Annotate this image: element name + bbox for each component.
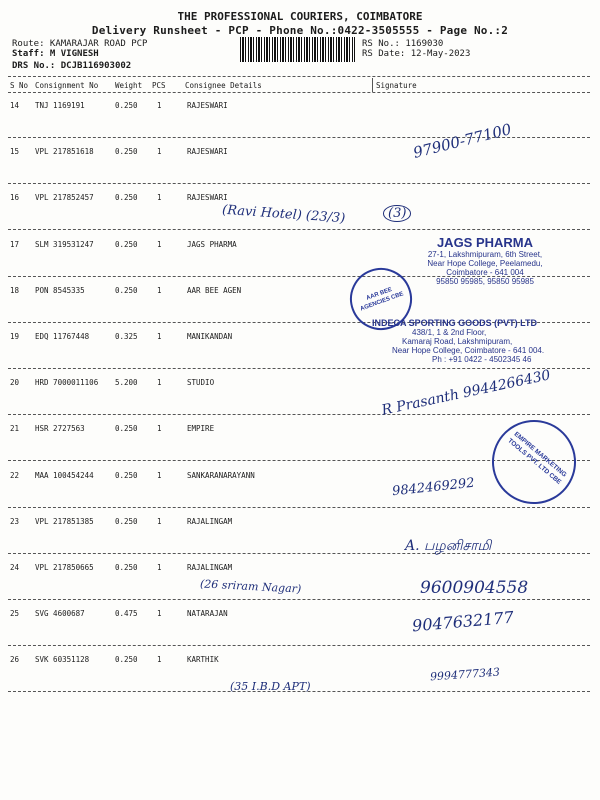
row-consignee: STUDIO (187, 378, 215, 388)
rs-date: RS Date: 12-May-2023 (362, 49, 471, 59)
handwritten-sign-20: R Prasanth 9944266430 (380, 367, 552, 419)
row-consignment: VPL 217851385 (35, 516, 94, 526)
row-weight: 0.250 (115, 655, 138, 665)
row-consignment: EDQ 11767448 (35, 332, 90, 341)
indeca-stamp (372, 318, 597, 364)
row-divider (8, 645, 590, 646)
row-weight: 0.250 (115, 147, 138, 157)
handwritten-phone-26: 9994777343 (429, 665, 501, 684)
row-pcs: 1 (157, 470, 162, 480)
row-weight: 0.250 (115, 239, 138, 249)
row-weight: 0.250 (115, 101, 138, 110)
row-pcs: 1 (157, 424, 162, 434)
staff-label: Staff: M VIGNESH (12, 49, 99, 59)
row-sno: 17 (10, 239, 20, 249)
indeca-stamp-phone: Ph : +91 0422 - 4502345 46 (432, 355, 532, 364)
handwritten-mark-16: (3) (383, 205, 411, 222)
row-consignee: EMPIRE (187, 424, 215, 434)
row-weight: 0.250 (115, 470, 138, 480)
row-consignee: JAGS PHARMA (187, 239, 237, 249)
row-sno: 21 (10, 424, 20, 434)
indeca-stamp-addr3: Near Hope College, Coimbatore - 641 004. (392, 346, 545, 355)
route-label: Route: KAMARAJAR ROAD PCP (12, 39, 148, 49)
handwritten-phone-15: 97900-77100 (411, 120, 514, 162)
row-consignee: RAJALINGAM (187, 516, 233, 526)
jags-stamp-phone: 95850 95985, 95850 95985 (436, 277, 534, 286)
handwritten-sign-23: A. பழனிசாமி (405, 538, 492, 554)
company-title: THE PROFESSIONAL COURIERS, COIMBATORE (177, 10, 423, 23)
row-sno: 26 (10, 655, 20, 665)
row-consignment: VPL 217850665 (35, 563, 94, 572)
row-sno: 20 (10, 378, 20, 388)
row-pcs: 1 (157, 332, 162, 341)
row-consignment: MAA 100454244 (35, 470, 94, 480)
row-weight: 0.325 (115, 332, 138, 341)
row-consignee: RAJALINGAM (187, 563, 233, 572)
row-sno: 23 (10, 516, 20, 526)
jags-stamp-addr1: 27-1, Lakshmipuram, 6th Street, (427, 250, 543, 259)
row-divider (8, 368, 590, 369)
row-consignee: MANIKANDAN (187, 332, 233, 341)
row-consignment: VPL 217852457 (35, 193, 94, 203)
col-consignee: Consignee Details (185, 81, 262, 90)
aarbee-seal-text: AAR BEE AGENCIES CBE (359, 287, 405, 313)
runsheet-subtitle: Delivery Runsheet - PCP - Phone No.:0422-3505555 - Page No.:2 (91, 24, 509, 37)
jags-stamp-addr3: Coimbatore - 641 004 (446, 268, 524, 277)
indeca-stamp-name: INDECA SPORTING GOODS (PVT) LTD (372, 318, 538, 328)
row-weight: 0.250 (115, 193, 138, 203)
row-consignee: SANKARANARAYANN (187, 470, 255, 480)
row-weight: 0.250 (115, 516, 138, 526)
row-pcs: 1 (157, 101, 162, 110)
empire-seal-text: EMPIRE MARKETING TOOLS PVT. LTD CBE (506, 430, 568, 486)
row-pcs: 1 (157, 378, 162, 388)
row-divider (8, 414, 590, 415)
row-consignee: NATARAJAN (187, 609, 228, 619)
handwritten-note-16: (Ravi Hotel) (23/3) (221, 202, 346, 227)
row-divider (8, 599, 590, 600)
row-pcs: 1 (157, 609, 162, 619)
handwritten-phone-22: 9842469292 (391, 475, 476, 500)
row-pcs: 1 (157, 147, 162, 157)
handwritten-phone-24: 9600904558 (420, 578, 529, 598)
row-weight: 5.200 (115, 378, 138, 388)
row-sno: 24 (10, 563, 20, 572)
row-consignee: RAJESWARI (187, 147, 228, 157)
col-pcs: PCS (152, 81, 166, 90)
row-pcs: 1 (157, 563, 162, 572)
row-consignment: VPL 217851618 (35, 147, 94, 157)
row-sno: 19 (10, 332, 20, 341)
row-pcs: 1 (157, 239, 162, 249)
jags-stamp-addr2: Near Hope College, Peelamedu, (427, 259, 543, 268)
row-consignment: PON 8545335 (35, 285, 85, 295)
row-consignment: SVG 4600687 (35, 609, 85, 619)
jags-pharma-stamp (395, 235, 575, 286)
row-sno: 18 (10, 285, 20, 295)
rs-number: RS No.: 1169030 (362, 39, 444, 49)
row-pcs: 1 (157, 285, 162, 295)
handwritten-phone-25: 9047632177 (411, 607, 515, 636)
row-pcs: 1 (157, 193, 162, 203)
indeca-stamp-addr1: 438/1, 1 & 2nd Floor, (412, 328, 487, 337)
row-consignee: RAJESWARI (187, 193, 228, 203)
row-consignment: HRD 7000011106 (35, 378, 99, 388)
drs-number: DRS No.: DCJB116903002 (12, 61, 132, 71)
row-pcs: 1 (157, 655, 162, 665)
col-consignment: Consignment No (35, 81, 99, 90)
row-sno: 16 (10, 193, 20, 203)
empire-seal (475, 403, 593, 521)
barcode (240, 37, 355, 62)
row-consignee: RAJESWARI (187, 101, 228, 110)
row-sno: 22 (10, 470, 20, 480)
row-consignee: KARTHIK (187, 655, 219, 665)
row-consignment: TNJ 1169191 (35, 101, 85, 110)
row-sno: 25 (10, 609, 20, 619)
row-weight: 0.475 (115, 609, 138, 619)
row-divider (8, 229, 590, 230)
handwritten-note-26: (35 I.B.D APT) (230, 680, 311, 693)
col-sno: S No (10, 81, 29, 90)
row-weight: 0.250 (115, 285, 138, 295)
row-consignee: AAR BEE AGEN (187, 285, 242, 295)
row-divider (8, 553, 590, 554)
col-weight: Weight (115, 81, 143, 90)
row-consignment: SLM 319531247 (35, 239, 94, 249)
row-sno: 15 (10, 147, 20, 157)
indeca-stamp-addr2: Kamaraj Road, Lakshmipuram, (402, 337, 513, 346)
row-weight: 0.250 (115, 424, 138, 434)
row-divider (8, 183, 590, 184)
row-pcs: 1 (157, 516, 162, 526)
row-consignment: SVK 60351128 (35, 655, 90, 665)
row-divider (8, 507, 590, 508)
row-consignment: HSR 2727563 (35, 424, 85, 434)
row-weight: 0.250 (115, 563, 138, 572)
handwritten-note-24: (26 sriram Nagar) (199, 577, 302, 596)
col-signature: Signature (376, 81, 417, 90)
jags-stamp-name: JAGS PHARMA (436, 235, 534, 250)
row-sno: 14 (10, 101, 20, 110)
